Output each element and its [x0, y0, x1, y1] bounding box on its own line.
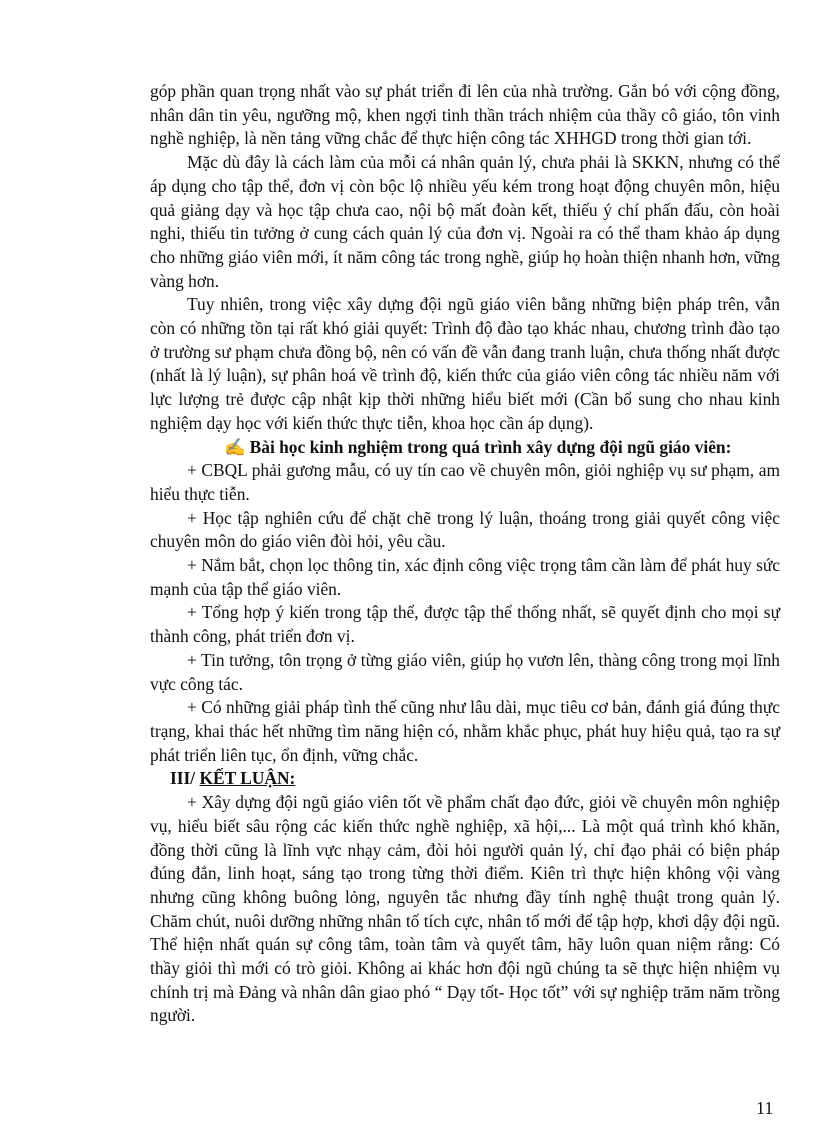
paragraph-applicability: Mặc dù đây là cách làm của mỗi cá nhân quản lý, chưa phải là SKKN, nhưng có thể áp dụng cho tập thể, đơn vị còn bộc lộ nhiều yếu kém trong hoạt động chuyên môn, hiệu quả giảng dạy và học tập chưa cao, nội bộ mất đoàn kết, thiếu ý chí phấn đấu, còn hoài nghi, thiếu tin tưởng ở cung cách quản lý của đơn vị. Ngoài ra có thể tham khảo áp dụng cho những giáo viên mới, ít năm công tác trong nghề, giúp họ hoàn thiện nhanh hơn, vững vàng hơn.	[150, 152, 780, 291]
lesson-item: + Tổng hợp ý kiến trong tập thể, được tập thể thống nhất, sẽ quyết định cho mọi sự thành công, phát triển đơn vị.	[150, 602, 780, 647]
conclusion-body: + Xây dựng đội ngũ giáo viên tốt về phẩm chất đạo đức, giỏi về chuyên môn nghiệp vụ, hiểu biết sâu rộng các kiến thức nghề nghiệp, xã hội,... Là một quá trình khó khăn, đồng thời cũng là lĩnh vực nhạy cảm, đòi hỏi người quản lý, chỉ đạo phải có biện pháp đúng đắn, linh hoạt, sáng tạo trong từng thời điểm. Kiên trì thực hiện không vội vàng nhưng cũng không buông lỏng, nguyên tắc nhưng đầy tính nghệ thuật trong quản lý. Chăm chút, nuôi dưỡng những nhân tố tích cực, nhân tố mới để tập hợp, khơi dậy đội ngũ. Thể hiện nhất quán sự công tâm, toàn tâm và quyết tâm, hãy luôn quan niệm rằng: Có thầy giỏi thì mới có trò giỏi. Không ai khác hơn đội ngũ chúng ta sẽ thực hiện nhiệm vụ chính trị mà Đảng và nhân dân giao phó “ Dạy tốt- Học tốt” với sự nghiệp trăm năm trồng người.	[150, 792, 780, 1026]
paragraph-limitations: Tuy nhiên, trong việc xây dựng đội ngũ giáo viên bằng những biện pháp trên, vẫn còn có những tồn tại rất khó giải quyết: Trình độ đào tạo khác nhau, chương trình đào tạo ở trường sư phạm chưa đồng bộ, nên có vấn đề vẫn đang tranh luận, chưa thống nhất được (nhất là lý luận), sự phân hoá về trình độ, kiến thức của giáo viên công tác nhiều năm với lực lượng trẻ được cập nhật kịp thời những hiểu biết mới (Cần bổ sung cho nhau kinh nghiệm dạy học với kiến thức thực tiễn, khoa học cần áp dụng).	[150, 294, 780, 433]
lesson-item: + CBQL phải gương mẫu, có uy tín cao về chuyên môn, giỏi nghiệp vụ sư phạm, am hiểu thực tiễn.	[150, 460, 780, 504]
page-number: 11	[756, 1098, 774, 1118]
conclusion-title: KẾT LUẬN:	[199, 768, 296, 789]
lessons-heading-text: Bài học kinh nghiệm trong quá trình xây dựng đội ngũ giáo viên:	[249, 436, 732, 457]
page-content	[150, 80, 780, 1028]
lesson-item: + Nắm bắt, chọn lọc thông tin, xác định công việc trọng tâm cần làm để phát huy sức mạnh của tập thể giáo viên.	[150, 555, 780, 599]
lesson-item: + Học tập nghiên cứu để chặt chẽ trong lý luận, thoáng trong giải quyết công việc chuyên môn do giáo viên đòi hỏi, yêu cầu.	[150, 507, 780, 552]
conclusion-number: III/	[170, 768, 196, 789]
lessons-heading	[150, 436, 780, 460]
paragraph-community: góp phần quan trọng nhất vào sự phát triển đi lên của nhà trường. Gắn bó với cộng đồng, nhân dân tin yêu, ngưỡng mộ, khen ngợi tinh thần trách nhiệm của thầy cô giáo, tôn vinh nghề nghiệp, là nền tảng vững chắc để thực hiện công tác XHHGD trong thời gian tới.	[150, 81, 780, 149]
conclusion-heading	[150, 767, 780, 791]
writing-hand-icon: ✍	[224, 436, 246, 457]
lesson-item: + Có những giải pháp tình thế cũng như lâu dài, mục tiêu cơ bản, đánh giá đúng thực trạng, khai thác hết những tìm năng hiện có, nhằm khắc phục, phát huy hiệu quả, tạo ra sự phát triển liên tục, ổn định, vững chắc.	[150, 697, 780, 765]
lesson-item: + Tin tưởng, tôn trọng ở từng giáo viên, giúp họ vươn lên, thàng công trong mọi lĩnh vực công tác.	[150, 649, 780, 694]
